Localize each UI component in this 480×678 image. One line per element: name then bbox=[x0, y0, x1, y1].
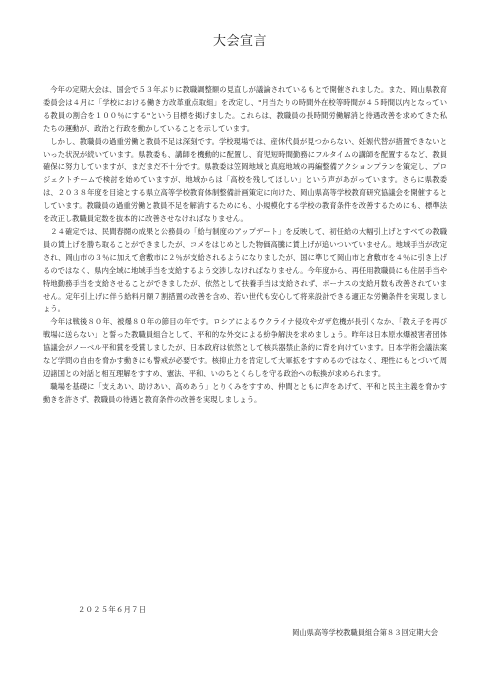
paragraph-5: 職場を基礎に「支えあい、助けあい、高めあう」とりくみをすすめ、仲間とともに声をあげて、平和と民主主義を脅かす動きを許さず、教職員の待遇と教育条件の改善を実現しましょう。 bbox=[43, 381, 447, 404]
document-title: 大会宣言 bbox=[212, 34, 267, 49]
declaration-body bbox=[43, 84, 447, 407]
paragraph-3: ２４確定では、民間春闘の成果と公務員の「給与制度のアップデート」を反映して、初任給の大幅引上げとすべての教職員の賃上げを勝ち取ることができましたが、コメをはじめとした物価高騰に賃上げが追いついていません。地域手当が改定され、岡山市の３％に加えて倉敷市に２％が支給されるようになりましたが、国に準じて岡山市と倉敷市を４％に引き上げるのではなく、県内全域に地域手当を支給するよう交渉しなければなりません。今年度から、再任用教職員にも住居手当や特地勤務手当を支給させることができましたが、依然として扶養手当は支給されず、ボーナスの支給月数も改善されていません。定年引上げに伴う給料月額７割措置の改善を含め、若い世代も安心して将来設計できる適正な労働条件を実現しましょう。 bbox=[43, 226, 447, 314]
document-signature: 岡山県高等学校教職員組合第８３回定期大会 bbox=[292, 628, 438, 637]
paragraph-2: しかし、教職員の過重労働と教員不足は深刻です。学校現場では、産休代員が見つからない、妊娠代替が措置できないといった状況が続いています。県教委も、講師を機動的に配置し、育児短時間勤務にフルタイムの講師を配置するなど、教員確保に努力していますが、まだまだ不十分です。県教委は笠岡地域と真庭地域の再編整備アクションプランを策定し、プロジェクトチームで検討を始めていますが、地域からは「高校を残してほしい」という声があがっています。さらに県教委は、２０３８年度を目途とする県立高等学校教育体制整備計画策定に向けた、岡山県高等学校教育研究協議会を開催するとしています。教職員の過重労働と教員不足を解消するためにも、小規模化する学校の教育条件を改善するためにも、標準法を改正し教職員定数を抜本的に改善させなければなりません。 bbox=[43, 136, 447, 224]
paragraph-4: 今年は戦後８０年、被爆８０年の節目の年です。ロシアによるウクライナ侵攻やガザ危機が長引くなか、「教え子を再び戦場に送らない」と誓った教職員組合として、平和的な外交による紛争解決を求めましょう。昨年は日本原水爆被害者団体協議会がノーベル平和賞を受賞しましたが、日本政府は依然として核兵器禁止条約に背を向けています。日本学術会議法案など学問の自由を脅かす動きにも警戒が必要です。核抑止力を肯定して大軍拡をすすめるのではなく、理性にもとづいて周辺諸国との対話と相互理解をすすめ、憲法、平和、いのちとくらしを守る政治への転換が求められます。 bbox=[43, 317, 447, 378]
document-date: ２０２５年６月７日 bbox=[78, 605, 147, 614]
paragraph-1: 今年の定期大会は、国会で５３年ぶりに教職調整額の見直しが議論されているもとで開催されました。また、岡山県教育委員会は４月に「学校における働き方改革重点取組」を改定し、"月当たりの時間外在校等時間が４５時間以内となっている教員の割合を１００％にする"という目標を掲げました。これらは、教職員の長時間労働解消と待遇改善を求めてきた私たちの運動が、政治と行政を動かしていることを示しています。 bbox=[43, 85, 447, 133]
